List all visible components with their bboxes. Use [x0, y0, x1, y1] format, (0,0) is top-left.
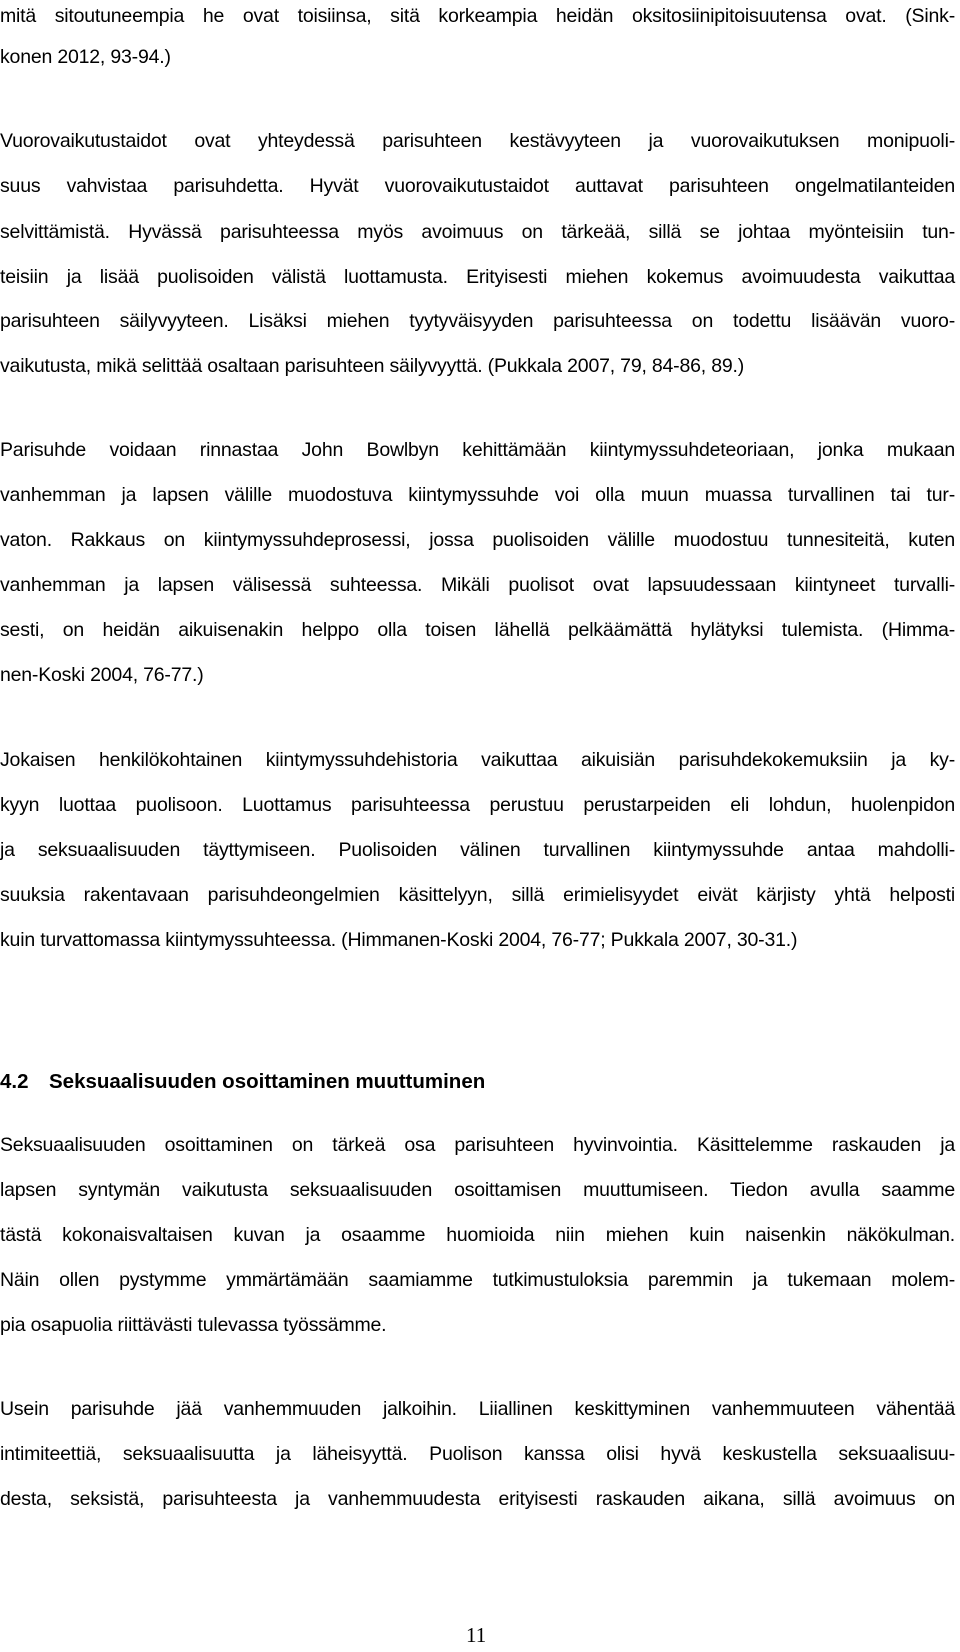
text-line: kyyn luottaa puolisoon. Luottamus parisuhteessa perustuu perustarpeiden eli lohdun, huolenpidon — [0, 794, 955, 816]
page-number: 11 — [466, 1623, 487, 1647]
text-line: vaikutusta, mikä selittää osaltaan parisuhteen säilyvyyttä. (Pukkala 2007, 79, 84-86, 89.) — [0, 355, 745, 377]
text-line: mitä sitoutuneempia he ovat toisiinsa, sitä korkeampia heidän oksitosiinipitoisuutensa ovat. (Sink- — [0, 5, 955, 27]
section-number: 4.2 — [0, 1070, 29, 1093]
text-line: tästä kokonaisvaltaisen kuvan ja osaamme huomioida niin miehen kuin naisenkin näkökulman. — [0, 1224, 955, 1246]
text-line: Jokaisen henkilökohtainen kiintymyssuhdehistoria vaikuttaa aikuisiän parisuhdekokemuksiin ja ky- — [0, 749, 955, 771]
text-line: desta, seksistä, parisuhteesta ja vanhemmuudesta erityisesti raskauden aikana, sillä avoimuus on — [0, 1488, 955, 1510]
text-line: Usein parisuhde jää vanhemmuuden jalkoihin. Liiallinen keskittyminen vanhemmuuteen vähentää — [0, 1398, 955, 1420]
text-line: ja seksuaalisuuden täyttymiseen. Puolisoiden välinen turvallinen kiintymyssuhde antaa mahdolli- — [0, 839, 955, 861]
text-line: vanhemman ja lapsen välisessä suhteessa. Mikäli puolisot ovat lapsuudessaan kiintyneet turvalli- — [0, 574, 955, 596]
text-line: Vuorovaikutustaidot ovat yhteydessä parisuhteen kestävyyteen ja vuorovaikutuksen monipuoli- — [0, 130, 955, 152]
text-line: pia osapuolia riittävästi tulevassa työssämme. — [0, 1314, 387, 1336]
text-line: nen-Koski 2004, 76-77.) — [0, 664, 204, 686]
text-line: Parisuhde voidaan rinnastaa John Bowlbyn kehittämään kiintymyssuhdeteoriaan, jonka mukaan — [0, 439, 955, 461]
text-line: vaton. Rakkaus on kiintymyssuhdeprosessi, jossa puolisoiden välille muodostuu tunnesiteitä, kuten — [0, 529, 955, 551]
text-line: parisuhteen säilyvyyteen. Lisäksi miehen tyytyväisyyden parisuhteessa on todettu lisäävän vuoro- — [0, 310, 955, 332]
text-line: suus vahvistaa parisuhdetta. Hyvät vuorovaikutustaidot auttavat parisuhteen ongelmatilanteiden — [0, 175, 955, 197]
text-line: lapsen syntymän vaikutusta seksuaalisuuden osoittamisen muuttumiseen. Tiedon avulla saamme — [0, 1179, 955, 1201]
text-line: konen 2012, 93-94.) — [0, 46, 171, 68]
text-line: intimiteettiä, seksuaalisuutta ja läheisyyttä. Puolison kanssa olisi hyvä keskustella seksuaalisuu- — [0, 1443, 955, 1465]
text-line: kuin turvattomassa kiintymyssuhteessa. (Himmanen-Koski 2004, 76-77; Pukkala 2007, 30-31.) — [0, 929, 798, 951]
text-line: Seksuaalisuuden osoittaminen on tärkeä osa parisuhteen hyvinvointia. Käsittelemme raskauden ja — [0, 1134, 955, 1156]
text-line: sesti, on heidän aikuisenakin helppo olla toisen lähellä pelkäämättä hylätyksi tulemista. (Himma- — [0, 619, 955, 641]
section-heading — [0, 1068, 485, 1096]
text-line: suuksia rakentavaan parisuhdeongelmien käsittelyyn, sillä erimielisyydet eivät kärjisty yhtä helposti — [0, 884, 955, 906]
text-line: Näin ollen pystymme ymmärtämään saamiamme tutkimustuloksia paremmin ja tukemaan molem- — [0, 1269, 955, 1291]
text-line: teisiin ja lisää puolisoiden välistä luottamusta. Erityisesti miehen kokemus avoimuudesta vaikuttaa — [0, 266, 955, 288]
text-line: vanhemman ja lapsen välille muodostuva kiintymyssuhde voi olla muun muassa turvallinen tai tur- — [0, 484, 955, 506]
section-title: Seksuaalisuuden osoittaminen muuttuminen — [49, 1070, 486, 1093]
text-line: selvittämistä. Hyvässä parisuhteessa myös avoimuus on tärkeää, sillä se johtaa myönteisiin tun- — [0, 221, 955, 243]
